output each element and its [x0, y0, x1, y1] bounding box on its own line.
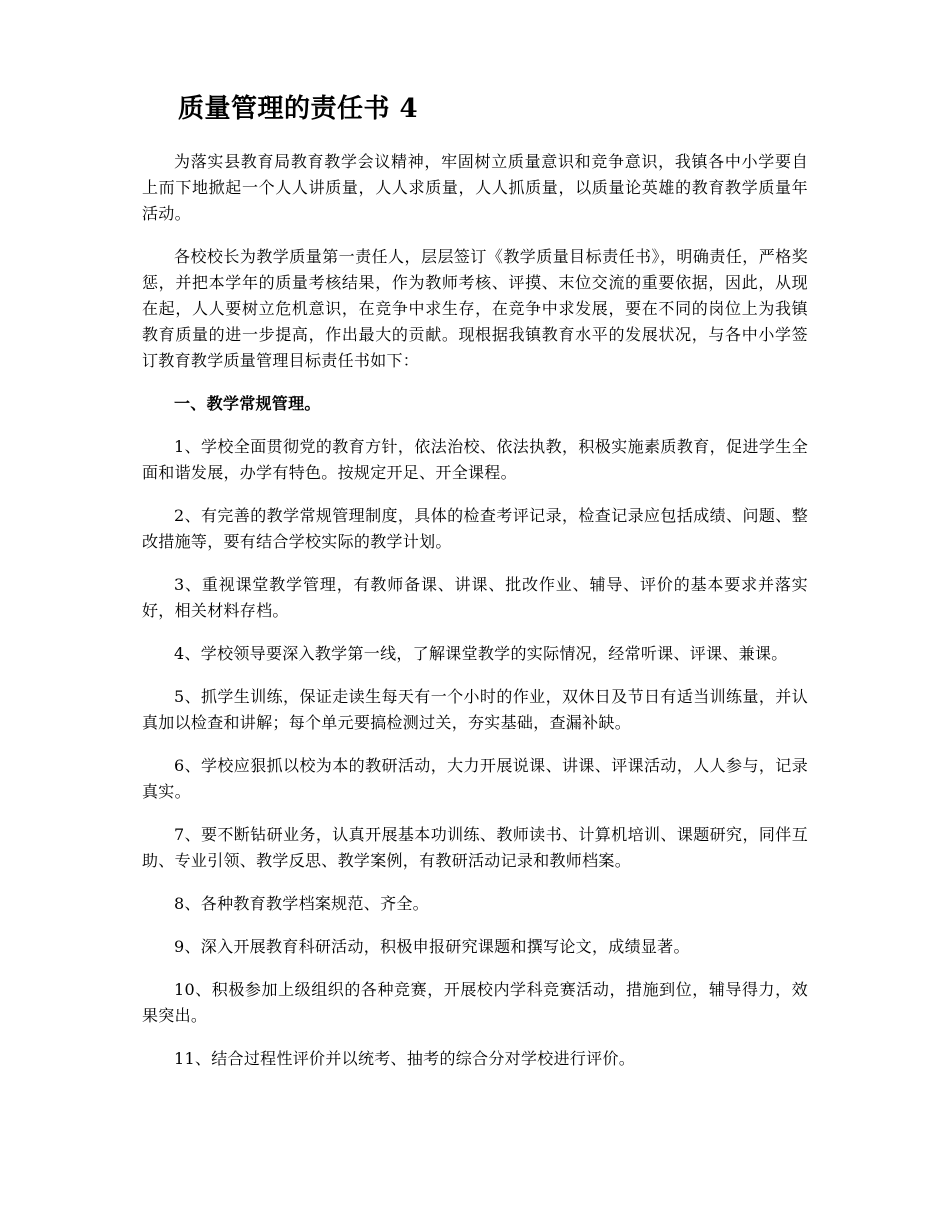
responsibility-paragraph: 各校校长为教学质量第一责任人，层层签订《教学质量目标责任书》，明确责任，严格奖惩，并把本学年的质量考核结果，作为教师考核、评摸、末位交流的重要依据，因此，从现在起，人人要树立危机意识，在竞争中求生存，在竞争中求发展，要在不同的岗位上为我镇教育质量的进一步提高，作出最大的贡献。现根据我镇教育水平的发展状况，与各中小学签订教育教学质量管理目标责任书如下： [142, 247, 808, 370]
list-item-4: 4、学校领导要深入教学第一线，了解课堂教学的实际情况，经常听课、评课、兼课。 [174, 644, 788, 663]
list-item-9: 9、深入开展教育科研活动，积极申报研究课题和撰写论文，成绩显著。 [174, 937, 690, 956]
list-item-5: 5、抓学生训练，保证走读生每天有一个小时的作业，双休日及节日有适当训练量，并认真加以检查和讲解；每个单元要搞检测过关，夯实基础，查漏补缺。 [142, 687, 808, 732]
intro-paragraph: 为落实县教育局教育教学会议精神，牢固树立质量意识和竞争意识，我镇各中小学要自上而下地掀起一个人人讲质量，人人求质量，人人抓质量，以质量论英雄的教育教学质量年活动。 [142, 152, 808, 223]
list-item-2: 2、有完善的教学常规管理制度，具体的检查考评记录，检查记录应包括成绩、问题、整改措施等，要有结合学校实际的教学计划。 [142, 506, 808, 551]
list-item-6: 6、学校应狠抓以校为本的教研活动，大力开展说课、讲课、评课活动，人人参与，记录真实。 [142, 756, 808, 801]
document-title: 质量管理的责任书 4 [178, 94, 419, 124]
document-body [142, 149, 808, 1089]
list-item-7: 7、要不断钻研业务，认真开展基本功训练、教师读书、计算机培训、课题研究，同伴互助、专业引领、教学反思、教学案例，有教研活动记录和教师档案。 [142, 825, 808, 870]
list-item-11: 11、结合过程性评价并以统考、抽考的综合分对学校进行评价。 [174, 1049, 636, 1068]
list-item-1: 1、学校全面贯彻党的教育方针，依法治校、依法执教，积极实施素质教育，促进学生全面和谐发展，办学有特色。按规定开足、开全课程。 [142, 437, 808, 482]
list-item-10: 10、积极参加上级组织的各种竞赛，开展校内学科竞赛活动，措施到位，辅导得力，效果突出。 [142, 980, 808, 1025]
list-item-3: 3、重视课堂教学管理，有教师备课、讲课、批改作业、辅导、评价的基本要求并落实好，相关材料存档。 [142, 575, 808, 620]
list-item-8: 8、各种教育教学档案规范、齐全。 [174, 894, 429, 913]
section-heading: 一、教学常规管理。 [174, 394, 321, 413]
